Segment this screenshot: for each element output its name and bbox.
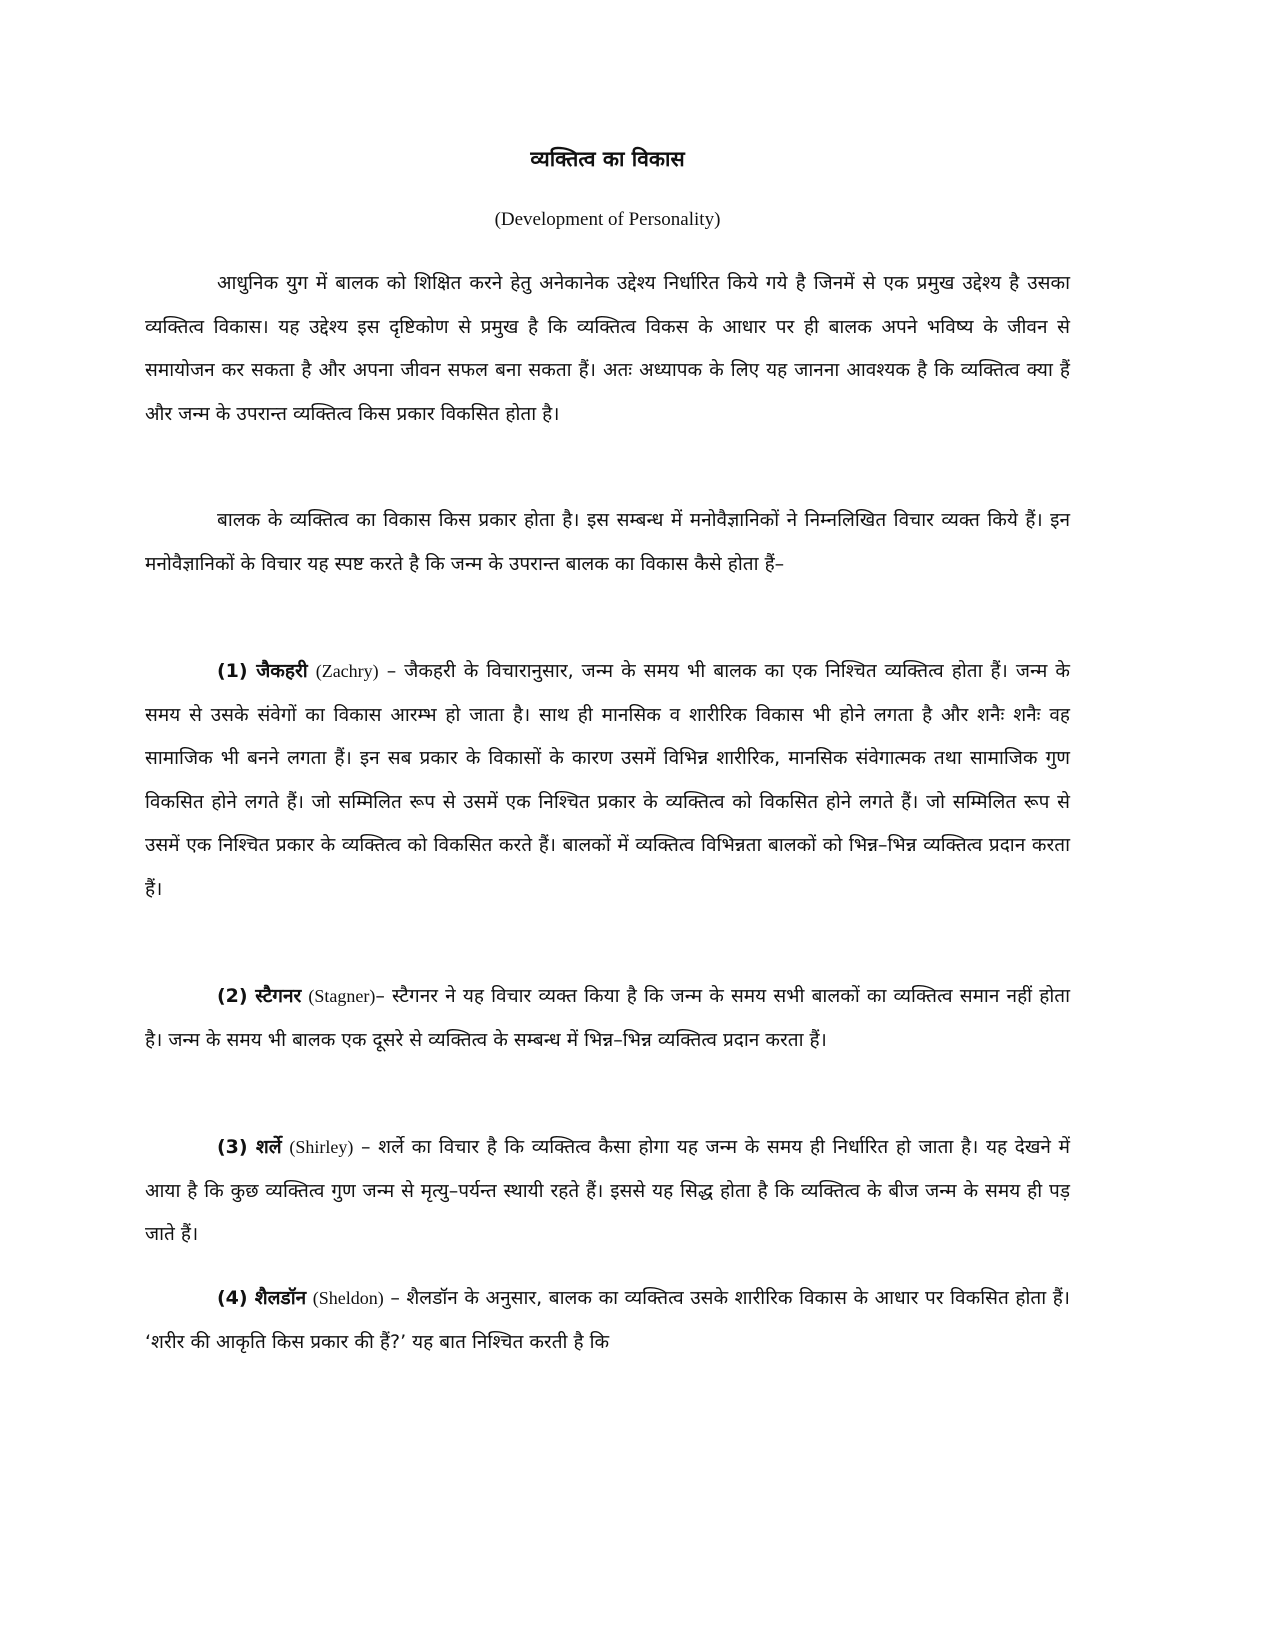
paragraph-shirley [145, 1126, 1070, 1257]
paragraph-text: बालक के व्यक्तित्व का विकास किस प्रकार होता है। इस सम्बन्ध में मनोवैज्ञानिकों ने निम्नलिखित विचार व्यक्त किये हैं। इन मनोवैज्ञानिकों के विचार यह स्पष्ट करते है कि जन्म के उपरान्त बालक का विकास कैसे होता हैं– [145, 509, 1070, 575]
heading-zachry: (1) जैकहरी [217, 660, 308, 682]
document-title: व्यक्तित्व का विकास [530, 147, 685, 171]
english-name-zachry: (Zachry) [315, 661, 379, 681]
english-name-stagner: (Stagner) [308, 986, 376, 1006]
paragraph-text: – स्टैगनर ने यह विचार व्यक्त किया है कि जन्म के समय सभी बालकों का व्यक्तित्व समान नहीं होता है। जन्म के समय भी बालक एक दूसरे से व्यक्तित्व के सम्बन्ध में भिन्न–भिन्न व्यक्तित्व प्रदान करता हैं। [145, 985, 1070, 1051]
heading-stagner: (2) स्टैगनर [217, 985, 302, 1007]
english-name-shirley: (Shirley) [289, 1137, 354, 1157]
paragraph-text: – जैकहरी के विचारानुसार, जन्म के समय भी बालक का एक निश्चित व्यक्तित्व होता हैं। जन्म के समय से उसके संवेगों का विकास आरम्भ हो जाता है। साथ ही मानसिक व शारीरिक विकास भी होने लगता है और शनैः शनैः वह सामाजिक भी बनने लगता हैं। इन सब प्रकार के विकासों के कारण उसमें विभिन्न शारीरिक, मानसिक संवेगात्मक तथा सामाजिक गुण विकसित होने लगते हैं। जो सम्मिलित रूप से उसमें एक निश्चित प्रकार के व्यक्तित्व को विकसित होने लगते हैं। जो सम्मिलित रूप से उसमें एक निश्चित प्रकार के व्यक्तित्व को विकसित करते हैं। बालकों में व्यक्तित्व विभिन्नता बालकों को भिन्न–भिन्न व्यक्तित्व प्रदान करता हैं। [145, 660, 1070, 900]
heading-sheldon: (4) शैलडॉन [217, 1287, 307, 1309]
english-name-sheldon: (Sheldon) [312, 1288, 384, 1308]
paragraph-text: – शैलडॉन के अनुसार, बालक का व्यक्तित्व उसके शारीरिक विकास के आधार पर विकसित होता हैं। ‘शरीर की आकृति किस प्रकार की हैं?’ यह बात निश्चित करती है कि [145, 1287, 1070, 1353]
paragraph-introduction [145, 262, 1070, 436]
paragraph-zachry [145, 650, 1070, 911]
document-subtitle: (Development of Personality) [494, 209, 721, 230]
heading-shirley: (3) शर्ले [217, 1136, 282, 1158]
paragraph-text: – शर्ले का विचार है कि व्यक्तित्व कैसा होगा यह जन्म के समय ही निर्धारित हो जाता है। यह देखने में आया है कि कुछ व्यक्तित्व गुण जन्म से मृत्यु–पर्यन्त स्थायी रहते हैं। इससे यह सिद्ध होता है कि व्यक्तित्व के बीज जन्म के समय ही पड़ जाते हैं। [145, 1136, 1071, 1245]
paragraph-overview [145, 499, 1070, 586]
paragraph-sheldon [145, 1277, 1070, 1364]
paragraph-stagner [145, 975, 1070, 1062]
paragraph-text: आधुनिक युग में बालक को शिक्षित करने हेतु अनेकानेक उद्देश्य निर्धारित किये गये है जिनमें से एक प्रमुख उद्देश्य है उसका व्यक्तित्व विकास। यह उद्देश्य इस दृष्टिकोण से प्रमुख है कि व्यक्तित्व विकस के आधार पर ही बालक अपने भविष्य के जीवन से समायोजन कर सकता है और अपना जीवन सफल बना सकता हैं। अतः अध्यापक के लिए यह जानना आवश्यक है कि व्यक्तित्व क्या हैं और जन्म के उपरान्त व्यक्तित्व किस प्रकार विकसित होता है। [145, 272, 1070, 425]
